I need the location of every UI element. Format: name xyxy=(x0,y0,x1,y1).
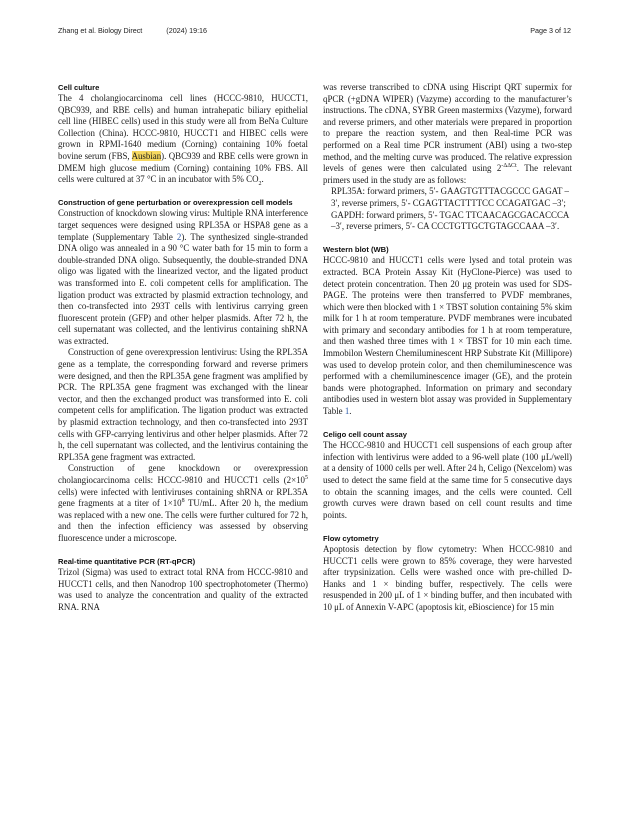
section-heading-rtqpcr: Real-time quantitative PCR (RT-qPCR) xyxy=(58,557,196,567)
spacer xyxy=(58,545,308,557)
text-span: Construction of gene knockdown or overexpression cholangiocarcinoma cells: HCCC-9810 and HUCCT1 cells (2×10 xyxy=(58,463,308,485)
journal-citation: Zhang et al. Biology Direct xyxy=(58,26,143,35)
text-span: The 4 cholangiocarcinoma cell lines (HCCC-9810, HUCCT1, QBC939, and RBE cells) and human intrahepatic biliary epithelial cell line (HIBEC cells) used in this study were all from BeNa Culture Collection (China). HCCC-9810, HUCCT1 and HIBEC cells were grown in RPMI-1640 medium (Corning) containing 10% foetal bovine serum (FBS, xyxy=(58,93,308,161)
paragraph-knockdown xyxy=(58,208,308,347)
section-heading-construction: Construction of gene perturbation or overexpression cell models xyxy=(58,198,293,208)
paragraph-cell-construction xyxy=(58,463,308,544)
paragraph-rtqpcr-cont xyxy=(323,82,572,186)
right-column xyxy=(323,82,572,614)
spacer xyxy=(323,418,572,430)
spacer xyxy=(58,186,308,198)
supplementary-table-link[interactable]: 2 xyxy=(176,231,182,242)
text-span: TU/mL. After 20 h, the medium was replaced with a new one. The cells were further cultured for 72 h, and then the infection efficiency was assessed by observing fluorescence under a microscope. xyxy=(58,498,308,543)
superscript: 5 xyxy=(305,475,308,482)
paragraph-western-blot xyxy=(323,255,572,417)
text-span: was reverse transcribed to cDNA using Hiscript QRT supermix for qPCR (+gDNA WIPER) (Vazyme) according to the manufacturer’s instructions. The cDNA, SYBR Green mastermixs (Vazyme), forward and reverse primers, and other materials were prepared in proportion to prepare the reaction system, and then Real-time PCR was performed on a Real time PCR instrument (ABI) using a two-step method, and the melting curve was produced. The relative expression levels of genes were then calculated using 2 xyxy=(323,82,572,174)
section-heading-cell-culture: Cell culture xyxy=(58,83,100,92)
header-citation xyxy=(58,26,207,35)
paragraph-flow-cytometry: Apoptosis detection by flow cytometry: When HCCC-9810 and HUCCT1 cells were grown to 85% coverage, they were harvested after trypsinization. Cells were washed once with pre-chilled D-Hanks and 1 × binding buffer, respectively. The cells were resuspended in 200 μL of 1 × binding buffer, and then incubated with 10 μL of Annexin V-APC (apoptosis kit, eBioscience) for 15 min xyxy=(323,543,572,612)
paragraph-overexpression: Construction of gene overexpression lentivirus: Using the RPL35A gene as a template, the corresponding forward and reverse primers were designed, and then the RPL35A gene fragment was amplified by PCR. The RPL35A gene fragment was exchanged with the linear vector, and then the exchanged product was transformed into E. coli competent cells for amplification. The ligation product was extracted by plasmid extraction technology, and then co-transfected into 293T cells with GFP-carrying lentivirus and other helper plasmids. After 72 h, the cell supernatant was collected, and the lentivirus containing the RPL35A gene fragment was extracted. xyxy=(58,347,308,462)
section-heading-western-blot: Western blot (WB) xyxy=(323,245,389,255)
primer-sequences: RPL35A: forward primers, 5′- GAAGTGTTTACGCCC GAGAT –3′, reverse primers, 5′- CGAGTTACTTTTCC CCAGATGAC –3′; GAPDH: forward primers, 5′- TGAC TTCAACAGCGACACCCA –3′, reverse primers, 5′- CA CCCTGTTGCTGTAGCCAAA –3′. xyxy=(331,186,569,232)
highlighted-text: Ausbian xyxy=(131,150,162,161)
section-heading-flow-cytometry: Flow cytometry xyxy=(323,533,379,543)
text-span: ). The synthesized single-stranded DNA oligo was annealed in a 90 °C water bath for 15 min to form a double-stranded DNA oligo. Subsequently, the double-stranded DNA oligo was ligated with the linearized vector, and the ligated product was transformed into E. coli competent cells for amplification. The ligation product was extracted by plasmid extraction technology, and then co-transfected into 293T cells with lentivirus carrying green fluorescent protein (GFP) and other helper plasmids. After 72 h, the cell supernatant was collected, and the lentivirus containing shRNA was extracted. xyxy=(58,231,308,346)
paragraph-celigo: The HCCC-9810 and HUCCT1 cell suspensions of each group after infection with lentivirus were added to a 96-well plate (100 μL/well) at a density of 1000 cells per well. After 24 h, Celigo (Nexcelom) was used to detect the same field at the same time for 5 consecutive days to obtain the scanning images, and the cells were counted. Cell growth curves were drawn based on cell count results and time points. xyxy=(323,440,572,520)
superscript: -ΔΔCt xyxy=(501,163,517,170)
text-span: HCCC-9810 and HUCCT1 cells were lysed and total protein was extracted. BCA Protein Assay Kit (HyClone-Pierce) was used to detect protein concentration. Then 20 μg protein was used for SDS-PAGE. The proteins were then transferred to PVDF membranes, which were then blocked with 1 × TBST solution containing 5% skim milk for 1 h at room temperature. PVDF membranes were incubated with primary and secondary antibodies for 1 h at room temperature, and then washed three times with 1 × TBST for 10 min each time. Immobilon Western Chemiluminescent HRP Substrate Kit (Millipore) was used to develop protein color, and then chemiluminescence was performed with a chemiluminescence imager (GE), and the protein bands were photographed. Information on primary and secondary antibodies used in western blot assay was provided in Supplementary Table xyxy=(323,255,572,417)
page-header xyxy=(58,26,571,38)
paragraph-cell-culture xyxy=(58,93,308,186)
text-span: ). QBC939 and RBE cells were grown in DMEM high glucose medium (Corning) containing 10% FBS. All cells were cultured at 37 °C in an incubator with 5% CO xyxy=(58,150,308,185)
subscript: 2 xyxy=(258,180,262,187)
paragraph-rtqpcr-start: Trizol (Sigma) was used to extract total RNA from HCCC-9810 and HUCCT1 cells, and then Nanodrop 100 spectrophotometer (Thermo) was used to analyze the concentration and quality of the extracted RNA. RNA xyxy=(58,567,308,612)
text-span: . The relevant primers used in the study are as follows: xyxy=(323,163,572,185)
left-column xyxy=(58,82,308,614)
supplementary-table-link[interactable]: 1 xyxy=(344,406,350,417)
text-span: . xyxy=(349,406,352,417)
page-number: Page 3 of 12 xyxy=(530,26,571,35)
superscript: 8 xyxy=(181,498,185,505)
text-span: cells) were infected with lentiviruses containing shRNA or RPL35A gene fragments at a titer of 1×10 xyxy=(58,486,308,509)
text-span: Construction of knockdown slowing virus: Multiple RNA interference target sequences were designed using RPL35A or HSPA8 gene as a template (Supplementary Table xyxy=(58,208,308,242)
spacer xyxy=(323,521,572,533)
text-span: . xyxy=(261,174,264,185)
citation-year: (2024) 19:16 xyxy=(166,26,208,35)
spacer xyxy=(323,233,572,245)
section-heading-celigo: Celigo cell count assay xyxy=(323,430,407,440)
